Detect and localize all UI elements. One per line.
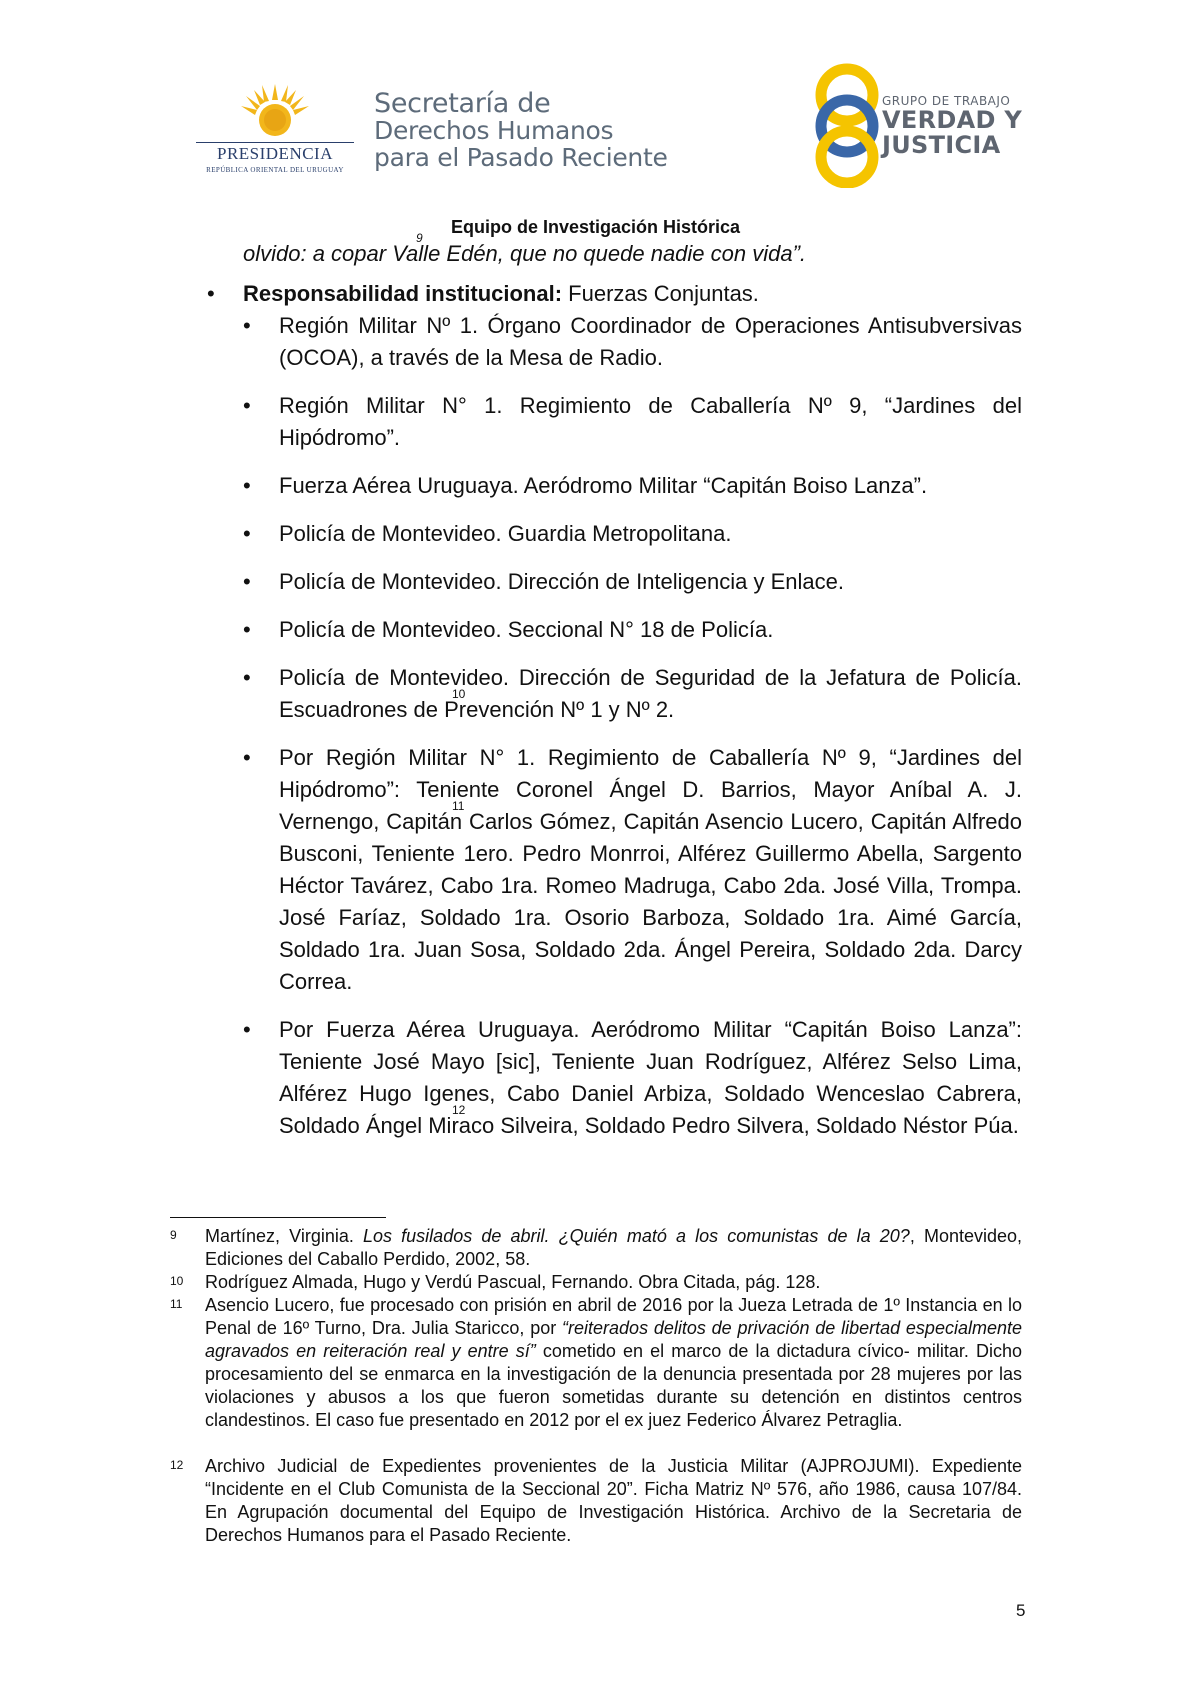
- footnote-10: [170, 1271, 1022, 1294]
- list-item: [279, 566, 1022, 598]
- list-item-text: Policía de Montevideo. Dirección de Seguridad de la Jefatura de Policía. Escuadrones de Prevención Nº 1 y Nº 2.: [279, 665, 1022, 722]
- grupo-line-2: VERDAD Y: [882, 106, 1023, 134]
- footnote-9: [170, 1225, 1022, 1271]
- footnote-text: Archivo Judicial de Expedientes provenientes de la Justicia Militar (AJPROJUMI). Expediente “Incidente en el Club Comunista de la Seccional 20”. Ficha Matriz Nº 576, año 1986, causa 107/84. En Agrupación documental del Equipo de Investigación Histórica. Archivo de la Secretaria de Derechos Humanos para el Pasado Reciente.: [205, 1456, 1022, 1545]
- footnote-title: Los fusilados de abril. ¿Quién mató a los comunistas de la 20?: [363, 1226, 910, 1246]
- list-item-text: Policía de Montevideo. Guardia Metropolitana.: [279, 521, 732, 546]
- continued-quote-text: olvido: a copar Valle Edén, que no quede nadie con vida”.: [243, 241, 807, 266]
- bullet-marker: •: [207, 281, 215, 306]
- footnote-separator: [170, 1217, 386, 1218]
- list-item: • Por Fuerza Aérea Uruguaya. Aeródromo Militar “Capitán Boiso Lanza”: Teniente José Mayo [sic], Teniente Juan Rodríguez, Alférez Selso Lima, Alférez Hugo Igenes, Cabo Daniel Arbiza, Soldado Wenceslao Cabrera, Soldado Ángel Miraco Silveira, Soldado Pedro Silvera, Soldado Néstor Púa. 12: [279, 1014, 1022, 1142]
- verdad-justicia-text: [882, 94, 1022, 158]
- list-item-text-cont: , Capitán Alfredo Busconi, Teniente 1ero. Pedro Monrroi, Alférez Guillermo Abella, Sargento Héctor Tavárez, Cabo 1ra. Romeo Madruga, Cabo 2da. José Villa, Trompa. José Faríaz, Soldado 1ra. Osorio Barboza, Soldado 1ra. Aimé García, Soldado 1ra. Juan Sosa, Soldado 2da. Ángel Pereira, Soldado 2da. Darcy Correa.: [279, 809, 1022, 994]
- list-item-text: Por Fuerza Aérea Uruguaya. Aeródromo Militar “Capitán Boiso Lanza”: Teniente José Mayo [sic], Teniente Juan Rodríguez, Alférez Selso Lima, Alférez Hugo Igenes, Cabo Daniel Arbiza, Soldado Wenceslao Cabrera, Soldado Ángel Miraco Silveira, Soldado Pedro Silvera, Soldado Néstor Púa.: [279, 1017, 1022, 1138]
- footnote-quote: “reiterados delitos de privación de libertad especialmente agravados en reiteración real y entre sí”: [205, 1318, 1022, 1361]
- list-item: [279, 390, 1022, 454]
- footnote-text-a: Asencio Lucero, fue procesado con prisión en abril de 2016 por la Jueza Letrada de 1º Instancia en lo Penal de 16º Turno, Dra. Julia Staricco, por: [205, 1295, 1022, 1338]
- institutional-responsibility: [243, 278, 759, 310]
- list-item: [279, 310, 1022, 374]
- list-item: • Por Región Militar N° 1. Regimiento de Caballería Nº 9, “Jardines del Hipódromo”: Teniente Coronel Ángel D. Barrios, Mayor Aníbal A. J. Vernengo, Capitán Carlos Gómez, Capitán Asencio Lucero 11 , Capitán Alfredo Busconi, Teniente 1ero. Pedro Monrroi, Alférez Guillermo Abella, Sargento Héctor Tavárez, Cabo 1ra. Romeo Madruga, Cabo 2da. José Villa, Trompa. José Faríaz, Soldado 1ra. Osorio Barboza, Soldado 1ra. Aimé García, Soldado 1ra. Juan Sosa, Soldado 2da. Ángel Pereira, Soldado 2da. Darcy Correa.: [279, 742, 1022, 998]
- footnote-text: [205, 1294, 1022, 1432]
- responsibility-list: [279, 310, 1022, 1142]
- interlocked-rings-icon: [812, 62, 882, 188]
- footnote-number: 10: [170, 1274, 184, 1288]
- presidencia-logo: [196, 82, 354, 178]
- list-item: [279, 614, 1022, 646]
- footnote-text-a: Martínez, Virginia.: [205, 1226, 364, 1246]
- verdad-justicia-logo: [812, 62, 1022, 188]
- sun-emblem-icon: [238, 82, 312, 140]
- secretaria-line-2: Derechos Humanos: [374, 116, 614, 145]
- footnote-text-c: cometido en el marco de la dictadura cívico- militar. Dicho procesamiento del se enmarca en la investigación de la denuncia presentada por 28 mujeres por las violaciones y abusos a los que fueron sometidas durante su detención en distintos centros clandestinos. El caso fue presentado en 2012 por el ex juez Federico Álvarez Petraglia.: [205, 1341, 1022, 1430]
- team-heading: Equipo de Investigación Histórica: [450, 217, 741, 237]
- continued-quote: olvido: a copar Valle Edén, que no quede nadie con vida”. 9: [243, 231, 807, 266]
- list-item-text: Por Región Militar N° 1. Regimiento de Caballería Nº 9, “Jardines del Hipódromo”: Teniente Coronel Ángel D. Barrios, Mayor Aníbal A. J. Vernengo, Capitán Carlos Gómez, Capitán Asencio Lucero: [279, 745, 1022, 834]
- footnote-number: 11: [170, 1297, 183, 1311]
- footnote-11: [170, 1294, 1022, 1432]
- footnote-number: 12: [170, 1458, 184, 1472]
- secretaria-line-3: para el Pasado Reciente: [374, 143, 668, 172]
- secretaria-line-1: Secretaría de: [374, 88, 551, 119]
- footnote-text: Rodríguez Almada, Hugo y Verdú Pascual, Fernando. Obra Citada, pág. 128.: [205, 1272, 821, 1292]
- list-item: • Policía de Montevideo. Dirección de Seguridad de la Jefatura de Policía. Escuadrones de Prevención Nº 1 y Nº 2. 10: [279, 662, 1022, 726]
- footnote-12: [170, 1455, 1022, 1547]
- list-item: [279, 470, 1022, 502]
- list-item-text: Policía de Montevideo. Seccional N° 18 de Policía.: [279, 617, 774, 642]
- inst-value: Fuerzas Conjuntas.: [562, 281, 759, 306]
- footnote-number: 9: [170, 1228, 177, 1242]
- list-item-text: Fuerza Aérea Uruguaya. Aeródromo Militar “Capitán Boiso Lanza”.: [279, 473, 928, 498]
- presidencia-subtitle: REPÚBLICA ORIENTAL DEL URUGUAY: [206, 166, 344, 174]
- inst-label: Responsabilidad institucional:: [243, 281, 563, 306]
- list-item-text: Policía de Montevideo. Dirección de Inteligencia y Enlace.: [279, 569, 844, 594]
- list-item-text: Región Militar N° 1. Regimiento de Caballería Nº 9, “Jardines del Hipódromo”.: [279, 393, 1022, 450]
- secretaria-title: [374, 90, 668, 171]
- page-number: 5: [1016, 1601, 1026, 1620]
- grupo-line-1: GRUPO DE TRABAJO: [882, 94, 1011, 108]
- footnote-text: [205, 1225, 1022, 1271]
- presidencia-name: PRESIDENCIA: [216, 144, 333, 163]
- presidencia-rule: [196, 142, 354, 143]
- footnote-text-c: , Montevideo, Ediciones del Caballo Perdido, 2002, 58.: [205, 1226, 1023, 1269]
- list-item-text: Región Militar Nº 1. Órgano Coordinador de Operaciones Antisubversivas (OCOA), a través de la Mesa de Radio.: [279, 313, 1022, 370]
- grupo-line-3: JUSTICIA: [882, 131, 1001, 159]
- list-item: [279, 518, 1022, 550]
